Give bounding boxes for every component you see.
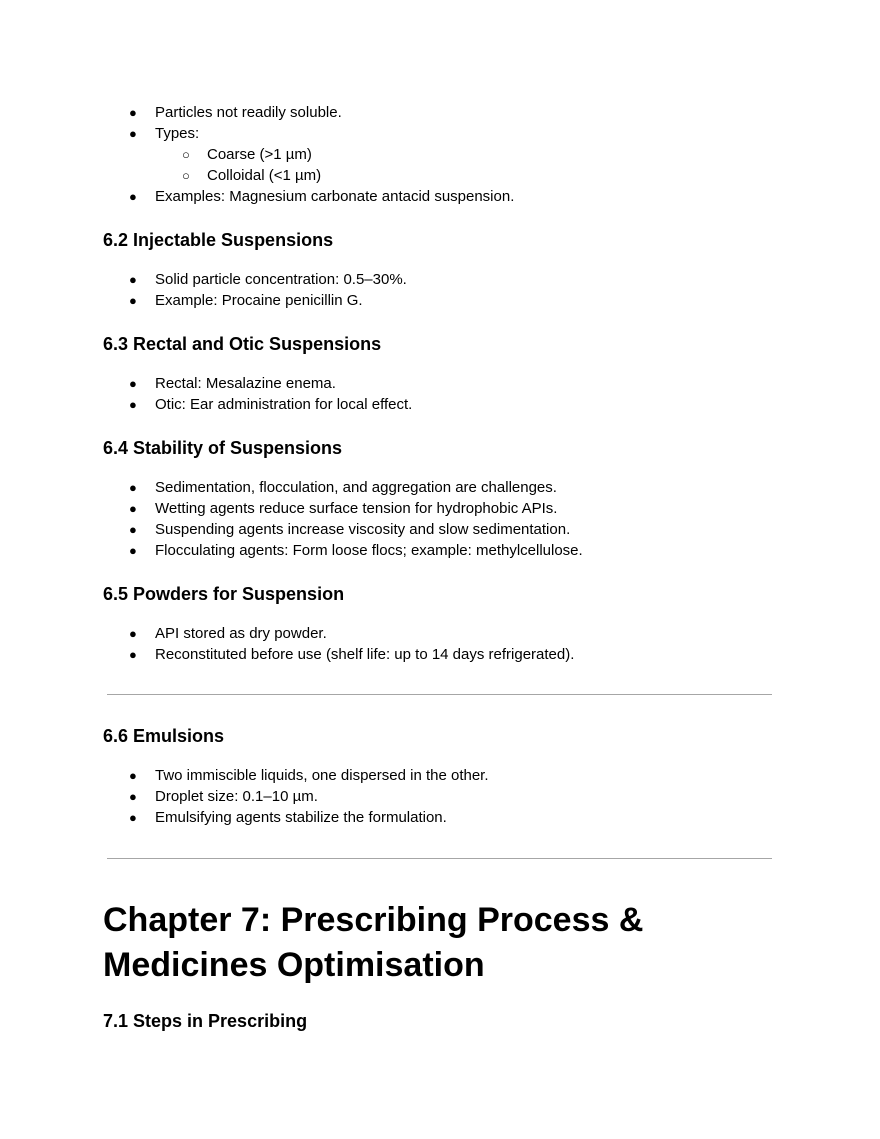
section-heading-6-4: 6.4 Stability of Suspensions <box>103 438 343 458</box>
section-6-6-list <box>103 765 489 828</box>
bullet-icon: ● <box>129 810 137 825</box>
bullet-icon: ● <box>129 501 137 516</box>
list-item-text: API stored as dry powder. <box>155 625 327 642</box>
bullet-icon: ● <box>129 189 137 204</box>
types-sub-list <box>155 144 514 186</box>
list-item-text: Wetting agents reduce surface tension for hydrophobic APIs. <box>155 500 558 517</box>
sub-list-item <box>182 165 514 186</box>
list-item <box>129 269 407 290</box>
list-item-text: Sedimentation, flocculation, and aggregation are challenges. <box>155 479 557 496</box>
bullet-icon: ● <box>129 626 137 641</box>
list-item <box>129 498 583 519</box>
list-item <box>129 786 489 807</box>
bullet-icon: ● <box>129 768 137 783</box>
list-item <box>129 540 583 561</box>
list-item-text: Particles not readily soluble. <box>155 104 342 121</box>
bullet-icon: ● <box>129 522 137 537</box>
list-item <box>129 102 514 123</box>
sub-list-item-text: Colloidal (<1 µm) <box>207 167 322 184</box>
sub-list-item-text: Coarse (>1 µm) <box>207 146 312 163</box>
list-item <box>129 765 489 786</box>
chapter-title-line-2: Medicines Optimisation <box>103 946 485 984</box>
intro-bullet-list <box>103 102 514 207</box>
bullet-icon: ● <box>129 376 137 391</box>
bullet-icon: ● <box>129 272 137 287</box>
list-item-text: Rectal: Mesalazine enema. <box>155 375 336 392</box>
bullet-icon: ● <box>129 126 137 141</box>
circle-bullet-icon: ○ <box>182 147 190 162</box>
list-item <box>129 123 514 186</box>
sub-list-item <box>182 144 514 165</box>
section-heading-7-1: 7.1 Steps in Prescribing <box>103 1011 308 1031</box>
list-item <box>129 373 412 394</box>
section-heading-6-5: 6.5 Powders for Suspension <box>103 584 345 604</box>
section-heading-6-6: 6.6 Emulsions <box>103 726 225 746</box>
list-item-text: Suspending agents increase viscosity and slow sedimentation. <box>155 521 571 538</box>
section-heading-6-3: 6.3 Rectal and Otic Suspensions <box>103 334 382 354</box>
bullet-icon: ● <box>129 789 137 804</box>
list-item <box>129 394 413 415</box>
list-item <box>129 644 575 665</box>
list-item <box>129 623 574 644</box>
list-item-text: Examples: Magnesium carbonate antacid suspension. <box>155 188 515 205</box>
section-6-3-list <box>103 373 412 415</box>
chapter-title <box>103 898 773 988</box>
list-item <box>129 477 583 498</box>
circle-bullet-icon: ○ <box>182 168 190 183</box>
bullet-icon: ● <box>129 543 137 558</box>
list-item-text: Otic: Ear administration for local effect. <box>155 396 413 413</box>
section-6-4-list <box>103 477 583 561</box>
list-item-text: Example: Procaine penicillin G. <box>155 292 363 309</box>
list-item-text: Two immiscible liquids, one dispersed in the other. <box>155 767 489 784</box>
list-item-text: Reconstituted before use (shelf life: up to 14 days refrigerated). <box>155 646 575 663</box>
list-item-text: Droplet size: 0.1–10 µm. <box>155 788 318 805</box>
section-6-2-list <box>103 269 407 311</box>
bullet-icon: ● <box>129 293 137 308</box>
chapter-title-line-1: Chapter 7: Prescribing Process & <box>103 901 644 939</box>
horizontal-divider <box>107 694 772 695</box>
horizontal-divider <box>107 858 772 859</box>
bullet-icon: ● <box>129 105 137 120</box>
list-item <box>129 186 515 207</box>
list-item-text: Flocculating agents: Form loose flocs; example: methylcellulose. <box>155 542 583 559</box>
list-item-text: Solid particle concentration: 0.5–30%. <box>155 271 407 288</box>
bullet-icon: ● <box>129 397 137 412</box>
list-item <box>129 290 407 311</box>
bullet-icon: ● <box>129 480 137 495</box>
list-item <box>129 519 583 540</box>
list-item-text: Types: <box>155 125 200 142</box>
bullet-icon: ● <box>129 647 137 662</box>
list-item <box>129 807 489 828</box>
list-item-text: Emulsifying agents stabilize the formulation. <box>155 809 447 826</box>
section-6-5-list <box>103 623 574 665</box>
section-heading-6-2: 6.2 Injectable Suspensions <box>103 230 334 250</box>
